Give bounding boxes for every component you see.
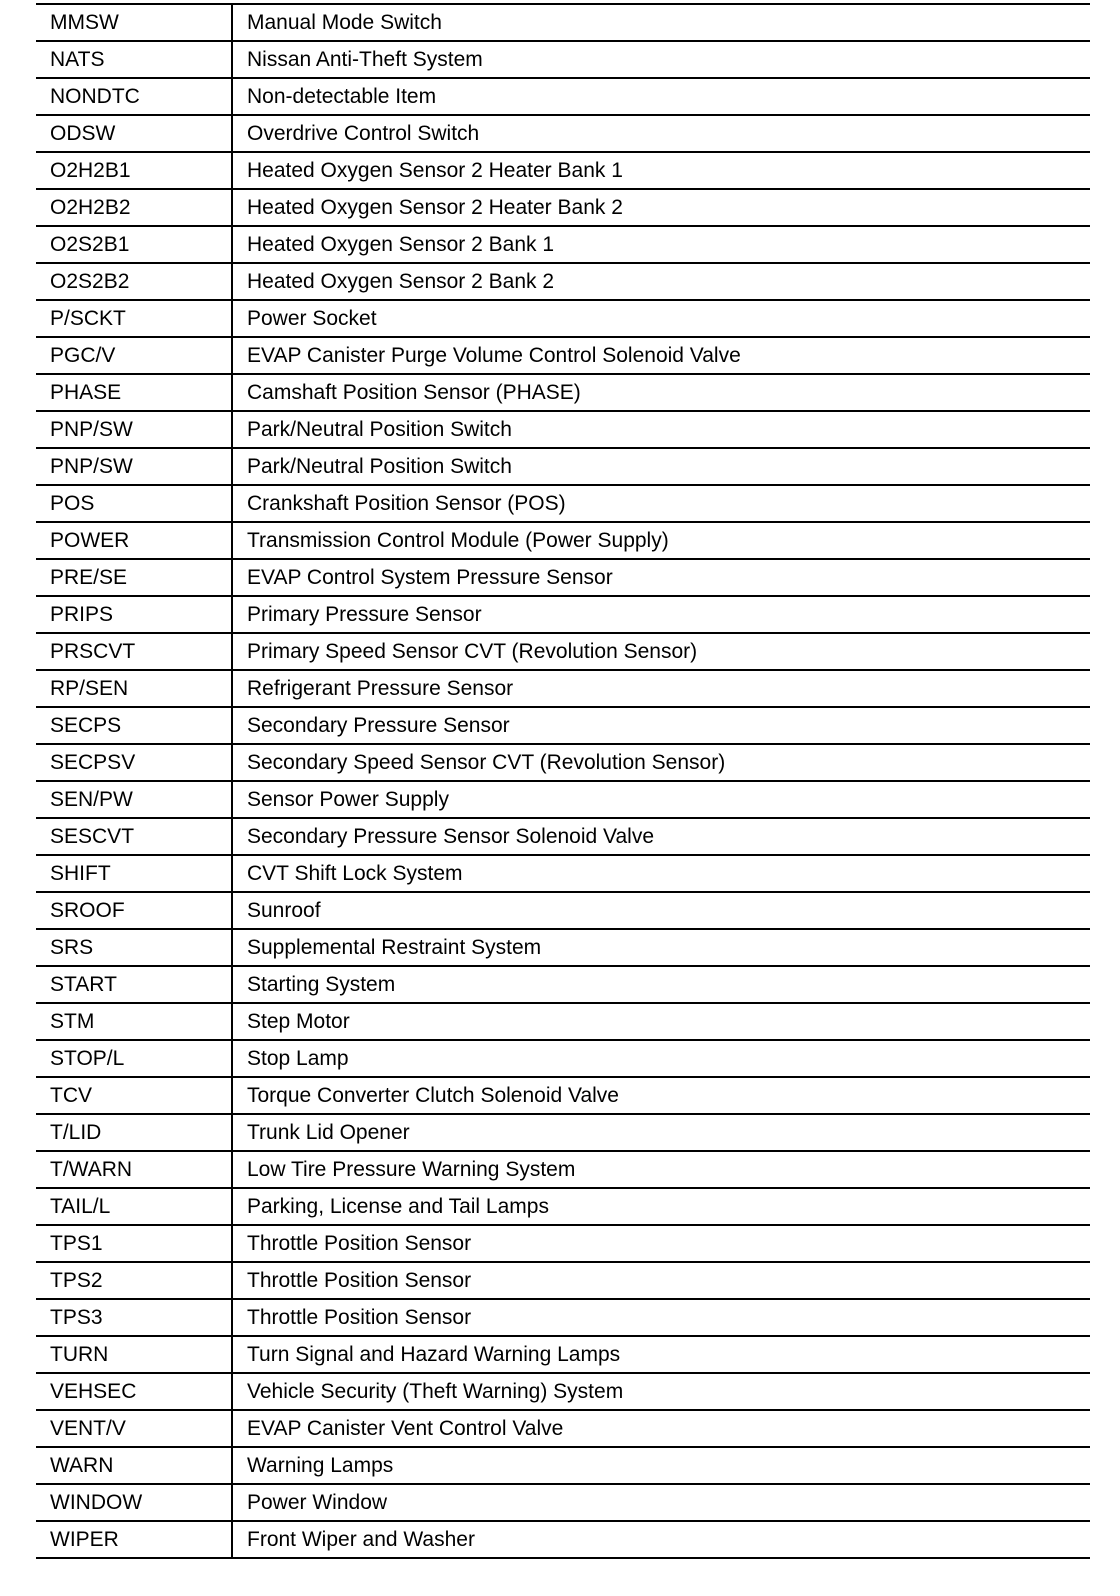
abbreviation-table	[36, 3, 1090, 1559]
description-cell: Power Window	[232, 1484, 1090, 1521]
table-row	[36, 744, 1090, 781]
description-cell: Park/Neutral Position Switch	[232, 448, 1090, 485]
table-row	[36, 189, 1090, 226]
abbreviation-cell: STOP/L	[36, 1040, 232, 1077]
abbreviation-cell: O2H2B2	[36, 189, 232, 226]
abbreviation-cell: PRIPS	[36, 596, 232, 633]
table-row	[36, 1484, 1090, 1521]
description-cell: Throttle Position Sensor	[232, 1225, 1090, 1262]
table-row	[36, 1114, 1090, 1151]
description-cell: Warning Lamps	[232, 1447, 1090, 1484]
abbreviation-cell: PRE/SE	[36, 559, 232, 596]
abbreviation-cell: TAIL/L	[36, 1188, 232, 1225]
description-cell: Heated Oxygen Sensor 2 Heater Bank 1	[232, 152, 1090, 189]
table-row	[36, 1447, 1090, 1484]
description-cell: Throttle Position Sensor	[232, 1262, 1090, 1299]
table-row	[36, 966, 1090, 1003]
abbreviation-cell: SESCVT	[36, 818, 232, 855]
table-row	[36, 1336, 1090, 1373]
abbreviation-cell: TPS3	[36, 1299, 232, 1336]
description-cell: EVAP Control System Pressure Sensor	[232, 559, 1090, 596]
abbreviation-cell: RP/SEN	[36, 670, 232, 707]
table-row	[36, 707, 1090, 744]
description-cell: Overdrive Control Switch	[232, 115, 1090, 152]
abbreviation-cell: NATS	[36, 41, 232, 78]
abbreviation-cell: WINDOW	[36, 1484, 232, 1521]
abbreviation-cell: WARN	[36, 1447, 232, 1484]
table-row	[36, 1151, 1090, 1188]
description-cell: Supplemental Restraint System	[232, 929, 1090, 966]
table-row	[36, 929, 1090, 966]
table-row	[36, 892, 1090, 929]
table-row	[36, 448, 1090, 485]
description-cell: EVAP Canister Purge Volume Control Solenoid Valve	[232, 337, 1090, 374]
description-cell: EVAP Canister Vent Control Valve	[232, 1410, 1090, 1447]
abbreviation-cell: TCV	[36, 1077, 232, 1114]
table-row	[36, 670, 1090, 707]
table-row	[36, 152, 1090, 189]
description-cell: Heated Oxygen Sensor 2 Bank 1	[232, 226, 1090, 263]
abbreviation-cell: TPS1	[36, 1225, 232, 1262]
abbreviation-cell: PGC/V	[36, 337, 232, 374]
description-cell: Primary Speed Sensor CVT (Revolution Sensor)	[232, 633, 1090, 670]
description-cell: Heated Oxygen Sensor 2 Heater Bank 2	[232, 189, 1090, 226]
table-row	[36, 1225, 1090, 1262]
abbreviation-cell: SECPS	[36, 707, 232, 744]
description-cell: Non-detectable Item	[232, 78, 1090, 115]
table-row	[36, 522, 1090, 559]
abbreviation-cell: PNP/SW	[36, 448, 232, 485]
table-row	[36, 633, 1090, 670]
table-row	[36, 1262, 1090, 1299]
description-cell: Turn Signal and Hazard Warning Lamps	[232, 1336, 1090, 1373]
table-row	[36, 1077, 1090, 1114]
abbreviation-cell: POWER	[36, 522, 232, 559]
abbreviation-cell: PNP/SW	[36, 411, 232, 448]
table-row	[36, 1410, 1090, 1447]
abbreviation-table-body	[36, 4, 1090, 1558]
abbreviation-cell: SEN/PW	[36, 781, 232, 818]
description-cell: Primary Pressure Sensor	[232, 596, 1090, 633]
table-row	[36, 226, 1090, 263]
table-row	[36, 485, 1090, 522]
description-cell: Refrigerant Pressure Sensor	[232, 670, 1090, 707]
table-row	[36, 337, 1090, 374]
description-cell: Sensor Power Supply	[232, 781, 1090, 818]
description-cell: Vehicle Security (Theft Warning) System	[232, 1373, 1090, 1410]
description-cell: Starting System	[232, 966, 1090, 1003]
description-cell: Park/Neutral Position Switch	[232, 411, 1090, 448]
description-cell: Throttle Position Sensor	[232, 1299, 1090, 1336]
abbreviation-cell: SRS	[36, 929, 232, 966]
description-cell: Low Tire Pressure Warning System	[232, 1151, 1090, 1188]
description-cell: Sunroof	[232, 892, 1090, 929]
table-row	[36, 41, 1090, 78]
abbreviation-cell: SHIFT	[36, 855, 232, 892]
table-row	[36, 781, 1090, 818]
abbreviation-cell: POS	[36, 485, 232, 522]
abbreviation-cell: P/SCKT	[36, 300, 232, 337]
description-cell: Camshaft Position Sensor (PHASE)	[232, 374, 1090, 411]
abbreviation-cell: NONDTC	[36, 78, 232, 115]
description-cell: Nissan Anti-Theft System	[232, 41, 1090, 78]
abbreviation-cell: START	[36, 966, 232, 1003]
abbreviation-cell: T/LID	[36, 1114, 232, 1151]
table-row	[36, 411, 1090, 448]
table-row	[36, 818, 1090, 855]
table-row	[36, 4, 1090, 41]
description-cell: CVT Shift Lock System	[232, 855, 1090, 892]
abbreviation-cell: STM	[36, 1003, 232, 1040]
abbreviation-cell: WIPER	[36, 1521, 232, 1558]
abbreviation-cell: O2S2B2	[36, 263, 232, 300]
abbreviation-cell: VENT/V	[36, 1410, 232, 1447]
description-cell: Front Wiper and Washer	[232, 1521, 1090, 1558]
table-row	[36, 78, 1090, 115]
table-row	[36, 596, 1090, 633]
abbreviation-cell: TPS2	[36, 1262, 232, 1299]
table-row	[36, 115, 1090, 152]
table-row	[36, 559, 1090, 596]
abbreviation-cell: PRSCVT	[36, 633, 232, 670]
table-row	[36, 300, 1090, 337]
description-cell: Power Socket	[232, 300, 1090, 337]
abbreviation-cell: SECPSV	[36, 744, 232, 781]
abbreviation-cell: T/WARN	[36, 1151, 232, 1188]
description-cell: Crankshaft Position Sensor (POS)	[232, 485, 1090, 522]
table-row	[36, 1188, 1090, 1225]
table-row	[36, 1003, 1090, 1040]
abbreviation-cell: TURN	[36, 1336, 232, 1373]
table-row	[36, 1040, 1090, 1077]
abbreviation-cell: O2H2B1	[36, 152, 232, 189]
description-cell: Secondary Pressure Sensor	[232, 707, 1090, 744]
table-row	[36, 1521, 1090, 1558]
description-cell: Heated Oxygen Sensor 2 Bank 2	[232, 263, 1090, 300]
table-row	[36, 374, 1090, 411]
table-row	[36, 1299, 1090, 1336]
abbreviation-cell: VEHSEC	[36, 1373, 232, 1410]
description-cell: Step Motor	[232, 1003, 1090, 1040]
abbreviation-cell: PHASE	[36, 374, 232, 411]
description-cell: Secondary Speed Sensor CVT (Revolution Sensor)	[232, 744, 1090, 781]
description-cell: Transmission Control Module (Power Supply)	[232, 522, 1090, 559]
description-cell: Trunk Lid Opener	[232, 1114, 1090, 1151]
table-row	[36, 263, 1090, 300]
description-cell: Parking, License and Tail Lamps	[232, 1188, 1090, 1225]
description-cell: Torque Converter Clutch Solenoid Valve	[232, 1077, 1090, 1114]
description-cell: Manual Mode Switch	[232, 4, 1090, 41]
abbreviation-cell: O2S2B1	[36, 226, 232, 263]
abbreviation-cell: ODSW	[36, 115, 232, 152]
abbreviation-cell: MMSW	[36, 4, 232, 41]
table-row	[36, 855, 1090, 892]
description-cell: Stop Lamp	[232, 1040, 1090, 1077]
description-cell: Secondary Pressure Sensor Solenoid Valve	[232, 818, 1090, 855]
table-row	[36, 1373, 1090, 1410]
abbreviation-cell: SROOF	[36, 892, 232, 929]
